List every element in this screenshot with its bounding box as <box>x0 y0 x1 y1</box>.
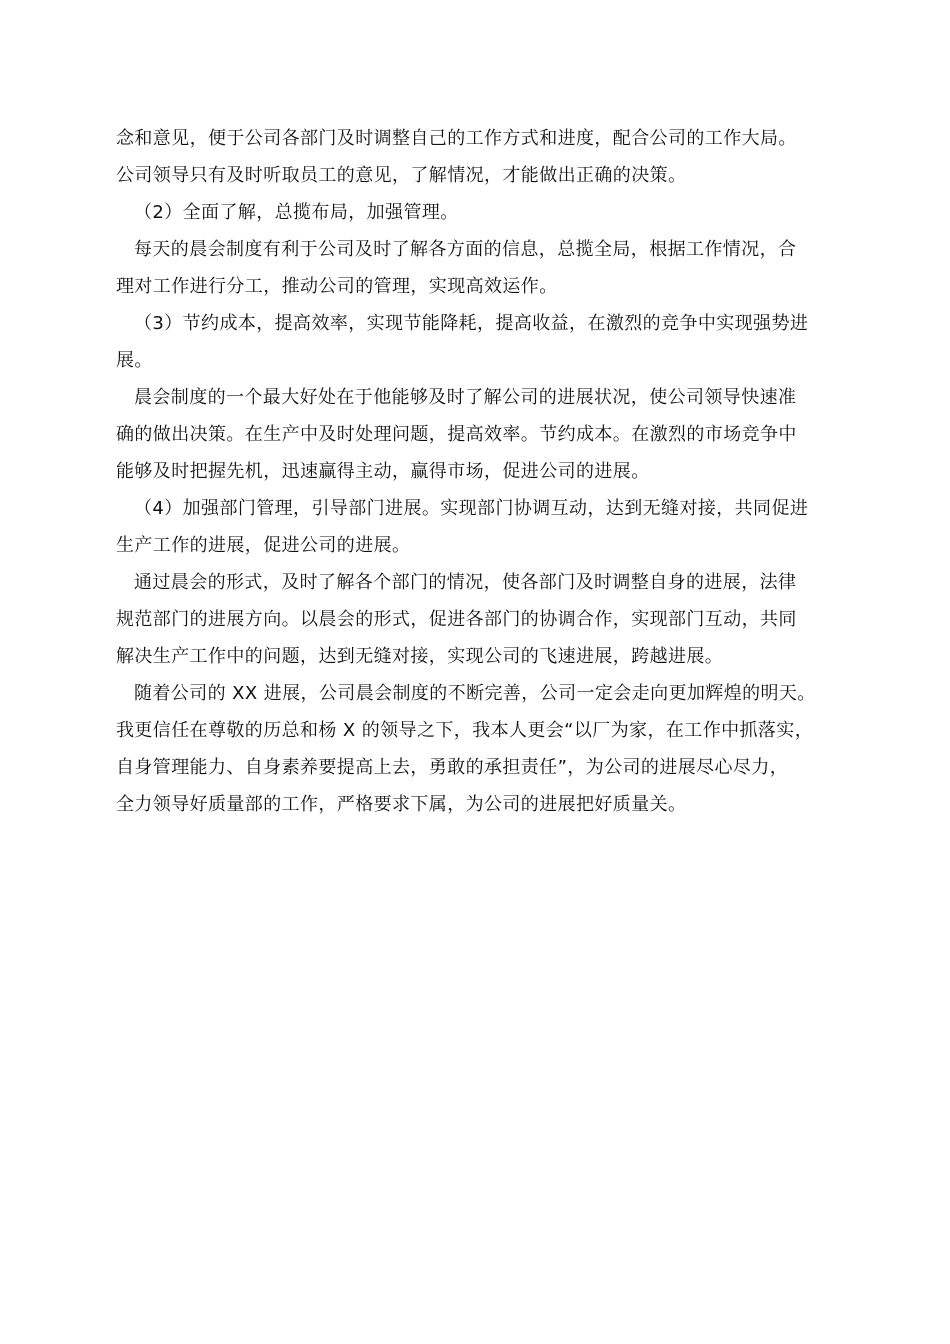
text-line: （2）全面了解，总揽布局，加强管理。 <box>134 202 459 223</box>
paragraph-meeting-benefits <box>116 379 850 490</box>
text-line: 随着公司的 XX 进展，公司晨会制度的不断完善，公司一定会走向更加辉煌的明天。 <box>134 683 816 704</box>
text-line: 生产工作的进展，促进公司的进展。 <box>116 535 411 556</box>
text-line: 自身管理能力、自身素养要提高上去，勇敢的承担责任”，为公司的进展尽心尽力， <box>116 757 789 778</box>
paragraph-overall-management <box>116 231 850 305</box>
text-line: 每天的晨会制度有利于公司及时了解各方面的信息，总揽全局，根据工作情况，合 <box>134 239 797 260</box>
text-line: （3）节约成本，提高效率，实现节能降耗，提高收益，在激烈的竞争中实现强势进 <box>134 313 809 334</box>
text-line: 全力领导好质量部的工作，严格要求下属，为公司的进展把好质量关。 <box>116 794 687 815</box>
text-line: 通过晨会的形式，及时了解各个部门的情况，使各部门及时调整自身的进展，法律 <box>134 572 797 593</box>
heading-item-2 <box>116 194 850 231</box>
heading-item-4 <box>116 490 850 564</box>
text-line: 展。 <box>116 350 153 371</box>
paragraph-department-coordination <box>116 564 850 675</box>
text-line: 规范部门的进展方向。以晨会的形式，促进各部门的协调合作，实现部门互动，共同 <box>116 609 797 630</box>
paragraph-conclusion <box>116 675 850 823</box>
paragraph-employee-opinions <box>116 120 850 194</box>
text-line: 念和意见，便于公司各部门及时调整自己的工作方式和进度，配合公司的工作大局。 <box>116 128 797 149</box>
text-line: 解决生产工作中的问题，达到无缝对接，实现公司的飞速进展，跨越进展。 <box>116 646 724 667</box>
text-line: 我更信任在尊敬的历总和杨 X 的领导之下，我本人更会“以厂为家，在工作中抓落实， <box>116 720 814 741</box>
document-body <box>116 120 850 823</box>
text-line: 理对工作进行分工，推动公司的管理，实现高效运作。 <box>116 276 558 297</box>
text-line: 晨会制度的一个最大好处在于他能够及时了解公司的进展状况，使公司领导快速准 <box>134 387 797 408</box>
text-line: 公司领导只有及时听取员工的意见，了解情况，才能做出正确的决策。 <box>116 165 687 186</box>
text-line: （4）加强部门管理，引导部门进展。实现部门协调互动，达到无缝对接，共同促进 <box>134 498 809 519</box>
heading-item-3 <box>116 305 850 379</box>
text-line: 确的做出决策。在生产中及时处理问题，提高效率。节约成本。在激烈的市场竞争中 <box>116 424 797 445</box>
text-line: 能够及时把握先机，迅速赢得主动，赢得市场，促进公司的进展。 <box>116 461 650 482</box>
